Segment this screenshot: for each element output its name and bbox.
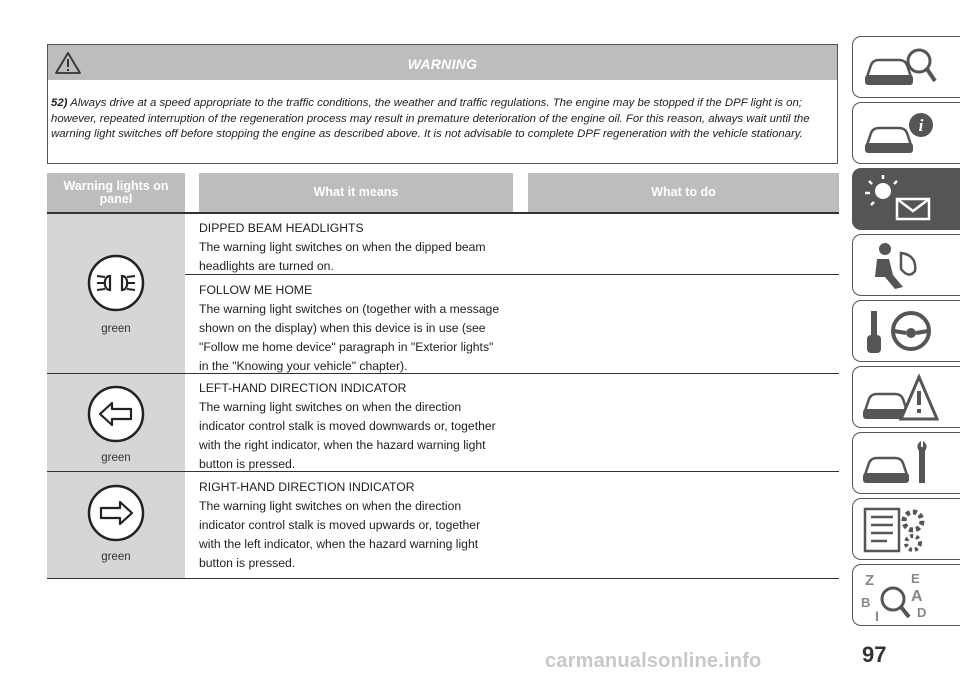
- column-header-what-it-means: What it means: [199, 173, 513, 212]
- entry-line: button is pressed.: [199, 457, 296, 471]
- tab-technical-data[interactable]: [852, 498, 960, 560]
- entry-line: indicator control stalk is moved upwards or, together: [199, 518, 481, 532]
- warning-note-number: 52): [51, 97, 68, 109]
- dipped-beam-headlights-icon: [87, 254, 145, 312]
- car-maintenance-icon: [859, 437, 939, 491]
- key-steering-wheel-icon: [859, 305, 939, 359]
- car-emergency-icon: [859, 371, 939, 425]
- warning-title: WARNING: [407, 56, 478, 72]
- entry-line: in the "Knowing your vehicle" chapter).: [199, 359, 408, 373]
- tab-car-info[interactable]: [852, 102, 960, 164]
- right-arrow-icon: [87, 484, 145, 542]
- warning-light-message-icon: [859, 173, 939, 227]
- color-label: green: [101, 551, 131, 563]
- left-arrow-icon: [87, 385, 145, 443]
- entry-title: RIGHT-HAND DIRECTION INDICATOR: [199, 480, 415, 494]
- tab-safety[interactable]: [852, 234, 960, 296]
- svg-text:i: i: [918, 116, 924, 135]
- color-label: green: [101, 452, 131, 464]
- svg-text:D: D: [917, 605, 927, 620]
- entry-line: with the right indicator, when the hazard warning light: [199, 438, 486, 452]
- entry-line: button is pressed.: [199, 556, 296, 570]
- svg-text:A: A: [911, 588, 923, 605]
- tab-starting-driving[interactable]: [852, 300, 960, 362]
- entry-line: headlights are turned on.: [199, 259, 334, 273]
- column-header-what-to-do: What to do: [528, 173, 839, 212]
- svg-text:Z: Z: [865, 572, 875, 589]
- tab-emergency[interactable]: [852, 366, 960, 428]
- entry-line: with the left indicator, when the hazard warning light: [199, 537, 479, 551]
- tab-warning-lights[interactable]: [852, 168, 960, 230]
- entry-dipped-beam: [199, 219, 519, 276]
- svg-text:B: B: [861, 595, 871, 610]
- entry-line: indicator control stalk is moved downwards or, together: [199, 419, 496, 433]
- car-info-icon: [859, 107, 939, 161]
- entry-title: FOLLOW ME HOME: [199, 283, 313, 297]
- warning-body: Always drive at a speed appropriate to the traffic conditions, the weather and traffic regulations. The engine may be stopped if the DPF light is on; however, repeated interruption of the regeneration process may result in premature deterioration of the engine oil. For this reason, always wait until the warning light switches off before stopping the engine as described above. It is not advisable to complete DPF regeneration with the vehicle stationary.: [51, 97, 810, 140]
- tab-car-search[interactable]: [852, 36, 960, 98]
- entry-right-indicator: [199, 478, 519, 573]
- entry-line: The warning light switches on (together with a message: [199, 302, 500, 316]
- tab-index[interactable]: [852, 564, 960, 626]
- entry-line: shown on the display) when this device is in use (see: [199, 321, 486, 335]
- row-divider: [185, 274, 839, 275]
- airbag-seat-icon: [859, 239, 939, 293]
- alphabetical-index-icon: [859, 569, 939, 623]
- entry-follow-me-home: [199, 281, 519, 376]
- warning-header: [48, 45, 837, 80]
- column-header-panel: Warning lights on panel: [47, 173, 185, 212]
- warning-box: [47, 44, 838, 164]
- entry-title: LEFT-HAND DIRECTION INDICATOR: [199, 381, 407, 395]
- entry-line: The warning light switches on when the dipped beam: [199, 240, 486, 254]
- color-label: green: [101, 323, 131, 335]
- row-divider: [47, 578, 839, 579]
- watermark: carmanualsonline.info: [545, 650, 762, 672]
- warning-text: [51, 96, 831, 143]
- entry-title: DIPPED BEAM HEADLIGHTS: [199, 221, 364, 235]
- entry-left-indicator: [199, 379, 519, 474]
- tab-maintenance[interactable]: [852, 432, 960, 494]
- entry-line: The warning light switches on when the direction: [199, 499, 462, 513]
- page-number: 97: [862, 642, 887, 667]
- svg-text:I: I: [875, 608, 879, 623]
- entry-line: The warning light switches on when the direction: [199, 400, 462, 414]
- technical-data-icon: [859, 503, 939, 557]
- car-search-icon: [859, 41, 939, 95]
- svg-text:E: E: [911, 571, 920, 586]
- entry-line: "Follow me home device" paragraph in "Exterior lights": [199, 340, 494, 354]
